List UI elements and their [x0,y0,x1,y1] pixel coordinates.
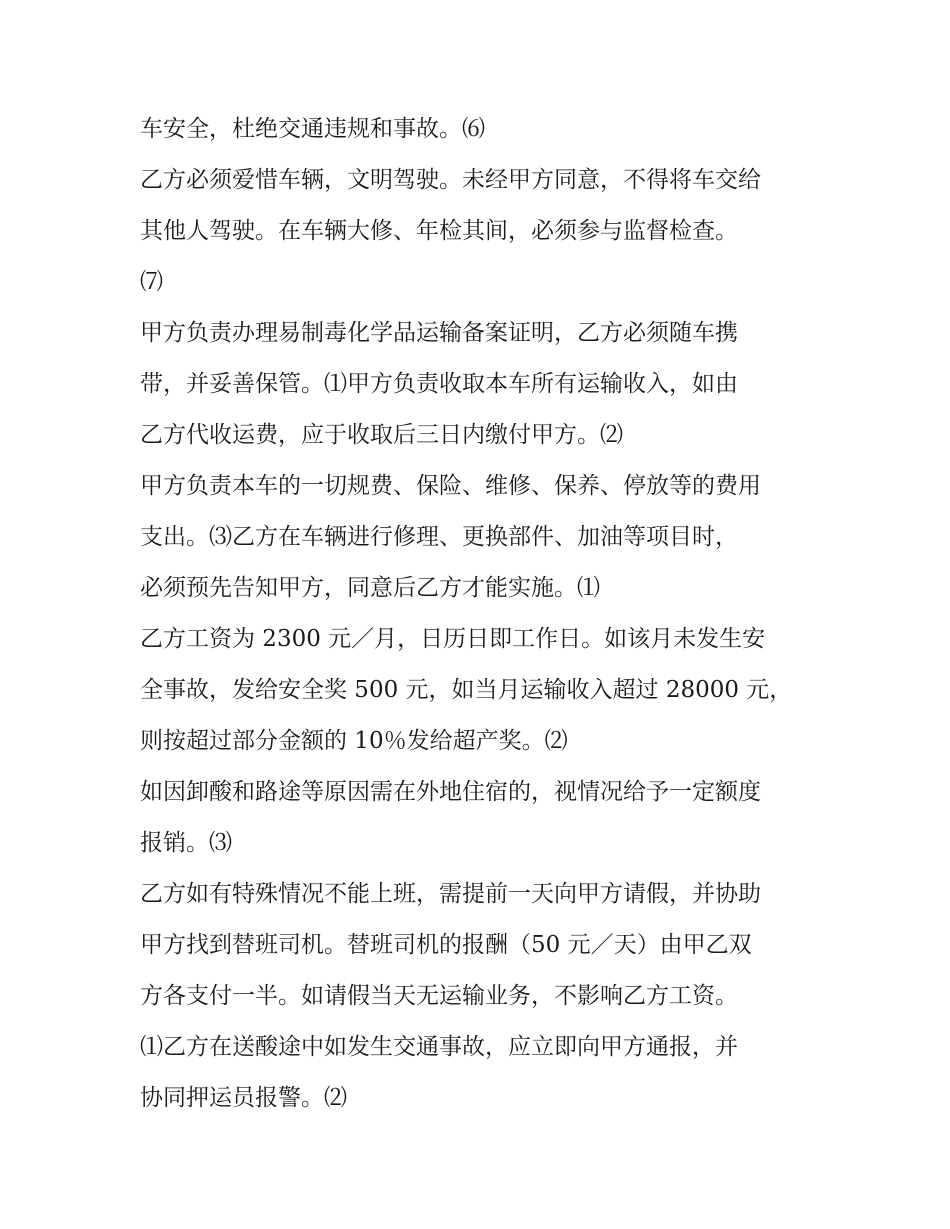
text-line: 全事故，发给安全奖 500 元，如当月运输收入超过 28000 元， [140,677,793,703]
text-line: 协同押运员报警。⑵ [140,1085,347,1111]
text-line: 支出。⑶乙方在车辆进行修理、更换部件、加油等项目时， [140,524,738,550]
text-line: ⑴乙方在送酸途中如发生交通事故，应立即向甲方通报，并 [140,1034,738,1060]
text-line: 车安全，杜绝交通违规和事故。⑹ [140,116,485,142]
text-line: 乙方工资为 2300 元／月，日历日即工作日。如该月未发生安 [140,626,766,652]
text-line: 甲方负责本车的一切规费、保险、维修、保养、停放等的费用 [140,473,761,499]
text-line: 乙方必须爱惜车辆，文明驾驶。未经甲方同意，不得将车交给 [140,167,761,193]
text-line: 乙方代收运费，应于收取后三日内缴付甲方。⑵ [140,422,623,448]
text-line: ⑺ [140,269,163,295]
text-line: 则按超过部分金额的 10％发给超产奖。⑵ [140,728,568,754]
text-line: 必须预先告知甲方，同意后乙方才能实施。⑴ [140,575,600,601]
text-line: 带，并妥善保管。⑴甲方负责收取本车所有运输收入，如由 [140,371,738,397]
document-body [140,104,820,1124]
text-line: 方各支付一半。如请假当天无运输业务，不影响乙方工资。 [140,983,738,1009]
text-line: 甲方找到替班司机。替班司机的报酬（50 元／天）由甲乙双 [140,932,752,958]
text-line: 如因卸酸和路途等原因需在外地住宿的，视情况给予一定额度 [140,779,761,805]
text-line: 甲方负责办理易制毒化学品运输备案证明，乙方必须随车携 [140,320,738,346]
text-line: 报销。⑶ [140,830,232,856]
text-line: 其他人驾驶。在车辆大修、年检其间，必须参与监督检查。 [140,218,738,244]
text-line: 乙方如有特殊情况不能上班，需提前一天向甲方请假，并协助 [140,881,761,907]
